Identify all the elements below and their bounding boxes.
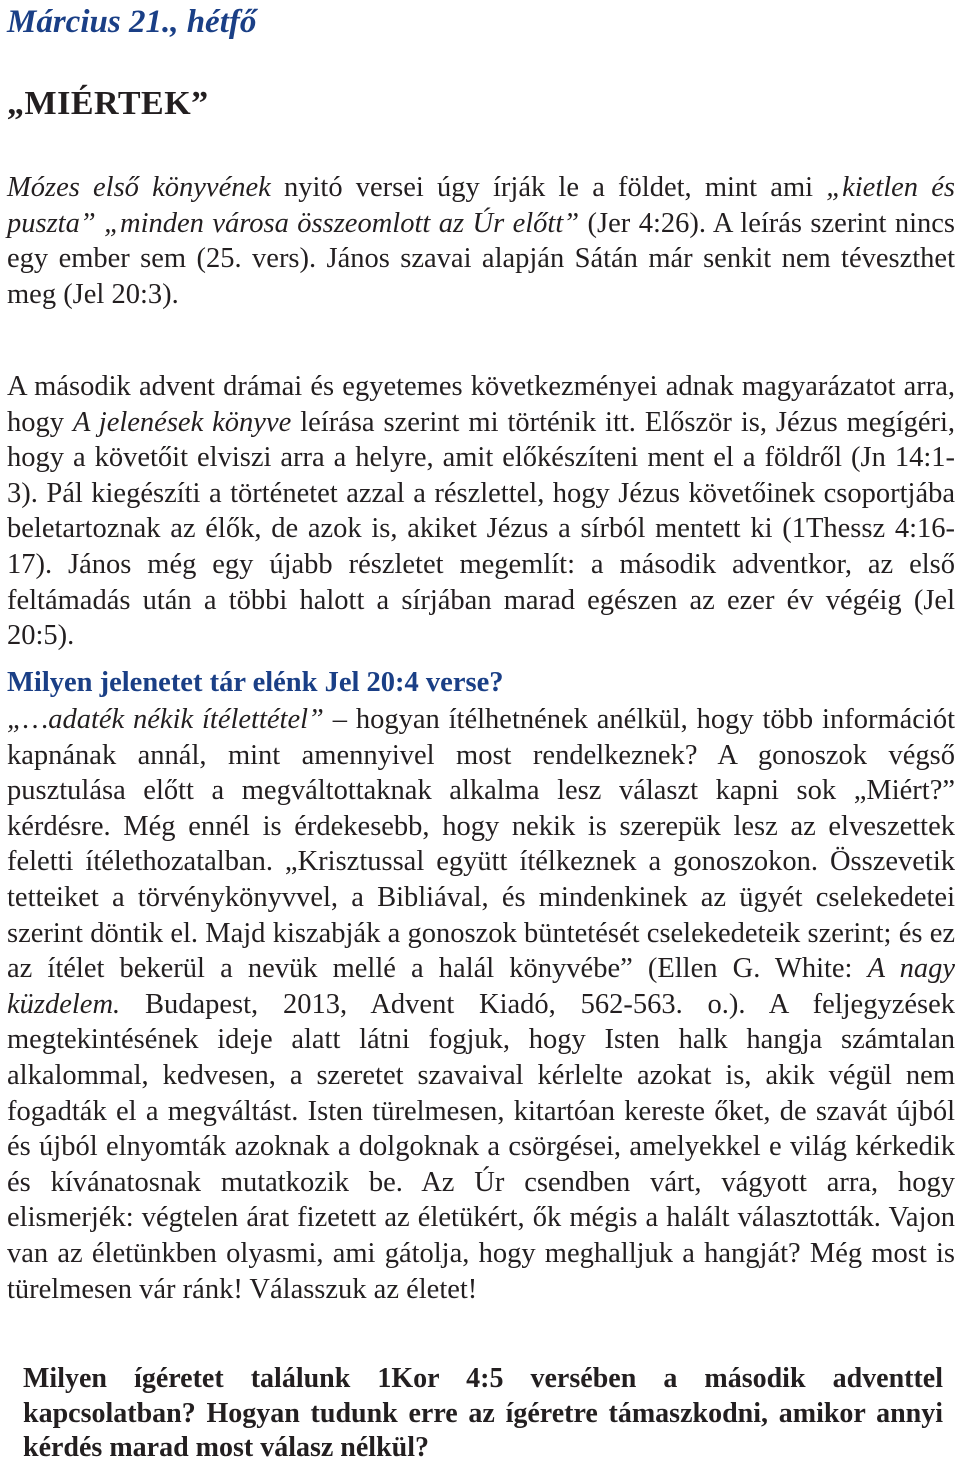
paragraph1-text-2: leírása szerint mi történik itt. Először is, Jézus megígéri, hogy a követőit elviszi arra a helyre, amit előkészíteni ment el a földről (Jn 14:1-3). Pál kiegészíti a történetet azzal a részlettel, hogy Jézus követőinek csoportjába beletartoznak az élők, de azok is, akiket Jézus a sírból mentett ki (1Thessz 4:16-17). János még egy újabb részletet megemlít: a második adventkor, az első feltámadás után a többi halott a sírjában marad egészen az ezer év végéig (Jel 20:5). xyxy=(7,406,956,652)
intro-text-3: (Jer 4:26). A leírás szerint nincs egy ember sem (25. vers). János szavai alapján Sátán már senkit nem téveszthet meg (Jel 20:3). xyxy=(7,207,955,310)
body-paragraph-1 xyxy=(7,369,955,654)
body-paragraph-2 xyxy=(7,702,955,1307)
paragraph1-text-1: A második advent drámai és egyetemes következményei adnak magyarázatot arra, hogy xyxy=(7,371,955,438)
book-reference: Mózes első könyvének xyxy=(7,172,271,203)
intro-text-1: nyitó versei úgy írják le a földet, mint ami xyxy=(270,172,827,203)
intro-text-2 xyxy=(96,208,104,239)
intro-paragraph xyxy=(7,170,955,312)
paragraph2-book-title: A nagy küzdelem. xyxy=(7,953,956,1020)
paragraph1-book-title: A jelenések könyve xyxy=(72,406,292,438)
paragraph2-text-1: – hogyan ítélhetnének anélkül, hogy több információt kapnának annál, mint amennyivel most rendelkeznek? A gonoszok végső pusztulása előtt a megváltottaknak alkalma lesz választ kapni sok „Miért?” kérdésre. Még ennél is érdekesebb, hogy nekik is szerepük lesz az elveszettek feletti ítélethozatalban. „Krisztussal együtt ítélkeznek a gonoszokon. Összevetik tetteiket a törvénykönyvvel, a Bibliával, és mindenkinek az ügyét cselekedetei szerint döntik el. Majd kiszabják a gonoszok büntetését cselekedeteik szerint; és ez az ítélet bekerül a nevük mellé a halál könyvébe” (Ellen G. White: xyxy=(7,704,955,985)
lesson-title: „MIÉRTEK” xyxy=(7,85,209,122)
study-question-2: Milyen ígéretet találunk 1Kor 4:5 versében a második adventtel kapcsolatban? Hogyan tudunk erre az ígéretre támaszkodni, amikor annyi kérdés marad most válasz nélkül? xyxy=(23,1363,943,1464)
study-question-1: Milyen jelenetet tár elénk Jel 20:4 verse? xyxy=(7,667,504,698)
date-heading: Március 21., hétfő xyxy=(7,4,257,40)
paragraph2-text-2: Budapest, 2013, Advent Kiadó, 562-563. o.). A feljegyzések megtekintésének ideje alatt látni fogjuk, hogy Isten halk hangja számtalan alkalommal, kedvesen, a szeretet szavaival kérlelte azokat is, akik végül nem fogadták el a megváltást. Isten türelmesen, kitartóan kereste őket, de szavát újból és újból elnyomták azoknak a dolgoknak a csörgései, amelyekkel e világ kérkedik és kívánatosnak mutatkozik be. Az Úr csendben várt, vágyott arra, hogy elismerjék: végtelen árat fizetett az életükért, ők mégis a halált választották. Vajon van az életünkben olyasmi, ami gátolja, hogy meghalljuk a hangját? Még most is türelmesen vár ránk! Válasszuk az életet! xyxy=(7,988,955,1305)
intro-quote-2: „minden városa összeomlott az Úr előtt” xyxy=(104,207,580,239)
intro-quote-1: „kietlen és puszta” xyxy=(7,172,955,239)
paragraph2-quote: „…adaték nékik ítélettétel” xyxy=(7,704,324,735)
